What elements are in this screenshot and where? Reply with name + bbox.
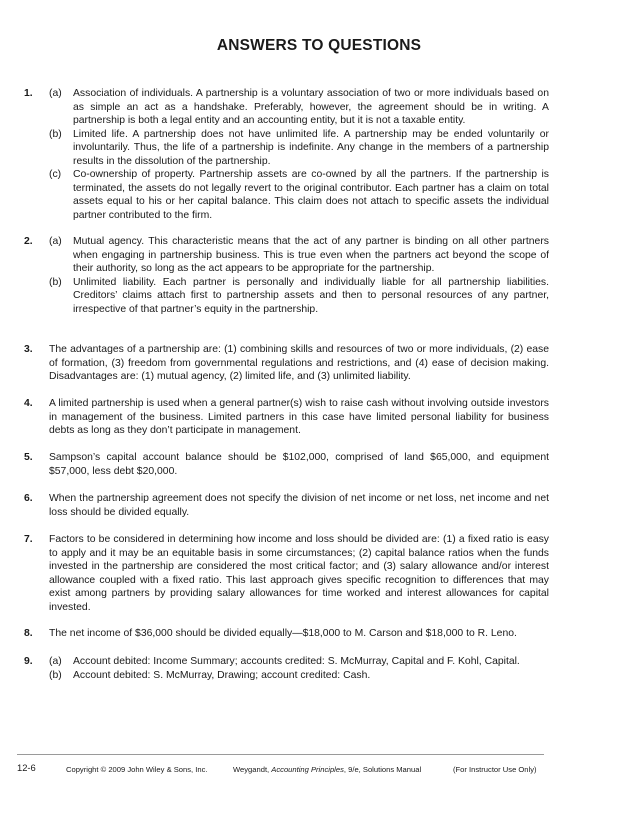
question-number: 3.: [24, 344, 33, 355]
part-label: (b): [49, 276, 62, 288]
footer-divider: [17, 754, 544, 755]
question-2: [24, 235, 549, 316]
question-8: [24, 627, 549, 641]
part-label: (a): [49, 656, 62, 667]
question-part-c: [49, 168, 549, 222]
copyright-notice: Copyright © 2009 John Wiley & Sons, Inc.: [66, 765, 208, 774]
part-label: (a): [49, 236, 62, 247]
question-number: 1.: [24, 88, 33, 99]
question-text: Factors to be considered in determining how income and loss should be divided are: (1) a fixed ratio is easy to apply and it may be an equitable basis in some circumstances; (2) capital balance ratios when the funds invested in the partnership are considered the most critical factor; and (3) salary allowance and/or interest allowance coupled with a fixed ratio. This last approach gives specific recognition to differences that may exist among partners by providing salary allowances for time worked and interest allowances for capital invested.: [49, 534, 549, 613]
question-text: Sampson’s capital account balance should be $102,000, comprised of land $65,000, and equipment $57,000, less debt $20,000.: [49, 452, 549, 477]
part-label: (a): [49, 88, 62, 99]
page-title: ANSWERS TO QUESTIONS: [216, 37, 422, 54]
question-number: 6.: [24, 493, 33, 504]
question-text: When the partnership agreement does not specify the division of net income or net loss, net income and net loss should be divided equally.: [49, 493, 549, 518]
question-number: 8.: [24, 628, 33, 639]
part-label: (c): [49, 169, 62, 180]
question-part-a: [49, 655, 549, 669]
part-text: Association of individuals. A partnership is a voluntary association of two or more individuals based on as simple an act as a handshake. Preferably, however, the agreement should be in writing. A partnership is both a legal entity and an accounting entity, but it is not a taxable entity.: [73, 88, 549, 126]
question-text: A limited partnership is used when a general partner(s) wish to raise cash without involving outside investors in management of the business. Limited partners in this case have limited personal liability for business debts as long as they don’t participate in management.: [49, 398, 549, 436]
question-number: 4.: [24, 398, 33, 409]
question-number: 9.: [24, 656, 33, 667]
book-reference: [233, 765, 421, 775]
book-edition: , 9/e, Solutions Manual: [343, 765, 422, 774]
question-part-a: [49, 235, 549, 276]
part-text: Account debited: Income Summary; accounts credited: S. McMurray, Capital and F. Kohl, Capital.: [73, 656, 520, 667]
question-number: 5.: [24, 452, 33, 463]
question-4: [24, 397, 549, 438]
question-part-a: [49, 87, 549, 128]
instructor-use-note: (For Instructor Use Only): [453, 765, 537, 774]
question-number: 7.: [24, 534, 33, 545]
part-text: Co-ownership of property. Partnership assets are co-owned by all the partners. If the partnership is terminated, the assets do not legally revert to the original contributor. Each partner has a claim on total assets equal to his or her capital balance. This claim does not attach to specific assets the individual partner contributed to the firm.: [73, 169, 549, 221]
question-text: The advantages of a partnership are: (1) combining skills and resources of two or more individuals, (2) ease of formation, (3) freedom from governmental regulations and restrictions, and (4) ease of decision making. Disadvantages are: (1) mutual agency, (2) limited life, and (3) unlimited liability.: [49, 344, 549, 382]
question-6: [24, 492, 549, 519]
part-text: Unlimited liability. Each partner is personally and individually liable for all partnership liabilities. Creditors’ claims attach first to partnership assets and then to personal resources of any partner, irrespective of that partner’s equity in the partnership.: [73, 276, 549, 315]
part-text: Mutual agency. This characteristic means that the act of any partner is binding on all other partners when engaging in partnership business. This is true even when the partners act beyond the scope of their authority, so long as the act appears to be appropriate for the partnership.: [73, 236, 549, 274]
part-text: Limited life. A partnership does not have unlimited life. A partnership may be ended voluntarily or involuntarily. Thus, the life of a partnership is indefinite. Any change in the members of a partnership results in the dissolution of the partnership.: [73, 128, 549, 167]
question-1: [24, 87, 549, 222]
question-part-b: [49, 669, 549, 683]
question-3: [24, 343, 549, 384]
part-label: (b): [49, 128, 62, 140]
question-5: [24, 451, 549, 478]
question-text: The net income of $36,000 should be divided equally—$18,000 to M. Carson and $18,000 to R. Leno.: [49, 628, 517, 639]
question-9: [24, 655, 549, 682]
part-label: (b): [49, 669, 62, 681]
question-part-b: [49, 128, 549, 169]
book-title: Accounting Principles: [271, 765, 344, 774]
part-text: Account debited: S. McMurray, Drawing; account credited: Cash.: [73, 669, 371, 681]
page-number: 12-6: [17, 762, 36, 773]
question-7: [24, 533, 549, 614]
question-number: 2.: [24, 236, 33, 247]
question-part-b: [49, 276, 549, 317]
book-author: Weygandt,: [233, 765, 272, 774]
